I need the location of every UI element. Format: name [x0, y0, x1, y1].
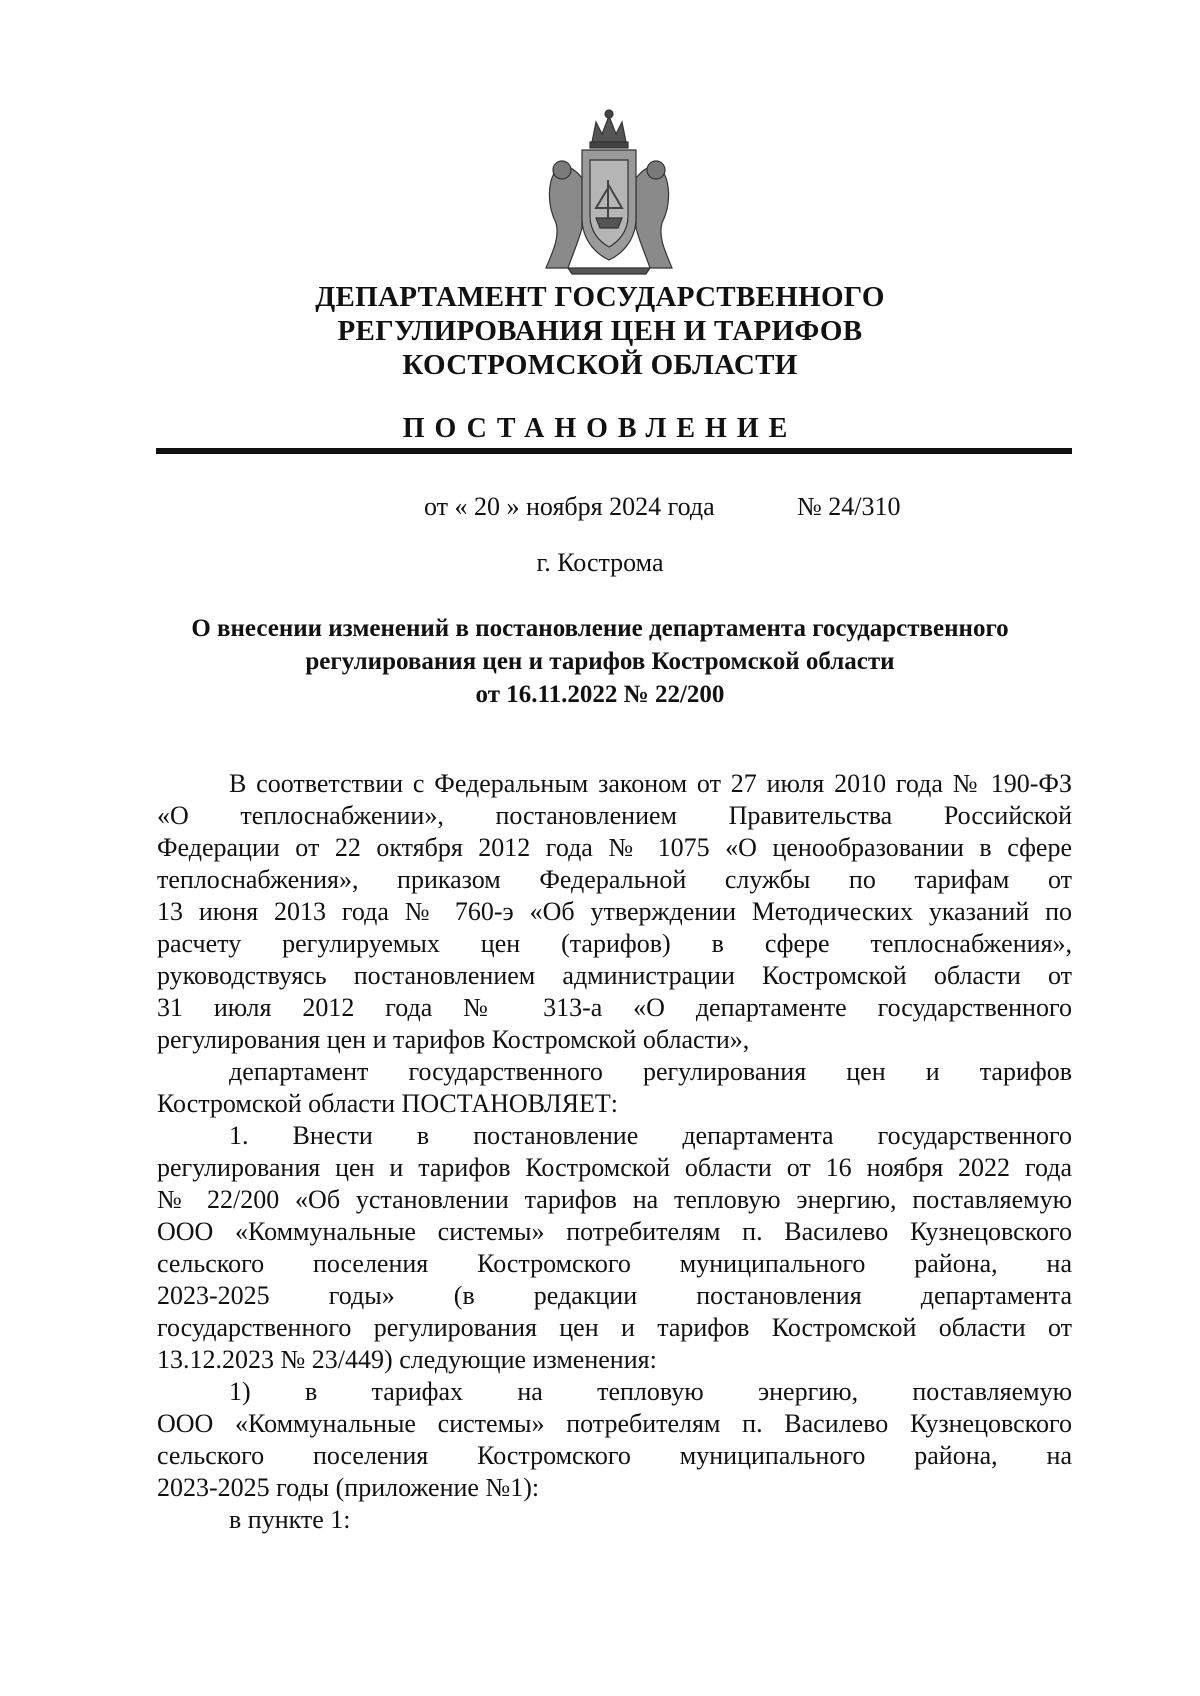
body-line: ООО «Коммунальные системы» потребителям п. Василево Кузнецовского [157, 1409, 1072, 1438]
coat-of-arms-icon [538, 108, 680, 278]
body-line: Федерации от 22 октября 2012 года № 1075 «О ценообразовании в сфере [157, 833, 1072, 862]
body-line: 13.12.2023 № 23/449) следующие изменения: [157, 1345, 657, 1374]
document-number: № 24/310 [797, 492, 901, 521]
body-line: теплоснабжения», приказом Федеральной службы по тарифам от [157, 865, 1072, 894]
subject-line: регулирования цен и тарифов Костромской области [305, 648, 895, 675]
body-line: ООО «Коммунальные системы» потребителям п. Василево Кузнецовского [157, 1217, 1072, 1246]
subject-line: от 16.11.2022 № 22/200 [475, 681, 725, 708]
body-line: в пункте 1: [229, 1505, 351, 1534]
document-type: ПОСТАНОВЛЕНИЕ [402, 413, 798, 444]
body-line: 2023-2025 годы (приложение №1): [157, 1473, 540, 1502]
subject-line: О внесении изменений в постановление департамента государственного [191, 615, 1009, 642]
body-line: сельского поселения Костромского муниципального района, на [157, 1249, 1072, 1278]
body-line: «О теплоснабжении», постановлением Правительства Российской [157, 801, 1072, 830]
department-line: ДЕПАРТАМЕНТ ГОСУДАРСТВЕННОГО [315, 281, 885, 313]
body-line: регулирования цен и тарифов Костромской области от 16 ноября 2022 года [157, 1153, 1072, 1182]
body-line: Костромской области ПОСТАНОВЛЯЕТ: [157, 1089, 618, 1118]
body-line: регулирования цен и тарифов Костромской области», [157, 1025, 750, 1054]
document-subject [0, 612, 1200, 711]
body-line: 1) в тарифах на тепловую энергию, поставляемую [229, 1377, 1072, 1406]
body-line: 31 июля 2012 года № 313-а «О департаменте государственного [157, 993, 1072, 1022]
body-line: 2023-2025 годы» (в редакции постановления департамента [157, 1281, 1072, 1310]
body-line: 13 июня 2013 года № 760-э «Об утверждении Методических указаний по [157, 897, 1072, 926]
body-line: сельского поселения Костромского муниципального района, на [157, 1441, 1072, 1470]
body-line: государственного регулирования цен и тарифов Костромской области от [157, 1313, 1072, 1342]
body-line: № 22/200 «Об установлении тарифов на тепловую энергию, поставляемую [157, 1185, 1072, 1214]
header-divider [156, 448, 1072, 454]
document-date: от « 20 » ноября 2024 года [424, 492, 715, 521]
document-city: г. Кострома [536, 548, 664, 577]
document-body [157, 768, 1072, 1536]
department-name [0, 280, 1200, 382]
body-line: 1. Внести в постановление департамента государственного [229, 1121, 1072, 1150]
body-line: расчету регулируемых цен (тарифов) в сфере теплоснабжения», [157, 929, 1072, 958]
body-line: департамент государственного регулирования цен и тарифов [229, 1057, 1072, 1086]
date-number-line [0, 490, 1200, 526]
department-line: КОСТРОМСКОЙ ОБЛАСТИ [402, 349, 798, 381]
body-line: руководствуясь постановлением администрации Костромской области от [157, 961, 1072, 990]
body-line: В соответствии с Федеральным законом от 27 июля 2010 года № 190-ФЗ [229, 769, 1072, 798]
department-line: РЕГУЛИРОВАНИЯ ЦЕН И ТАРИФОВ [337, 315, 863, 347]
